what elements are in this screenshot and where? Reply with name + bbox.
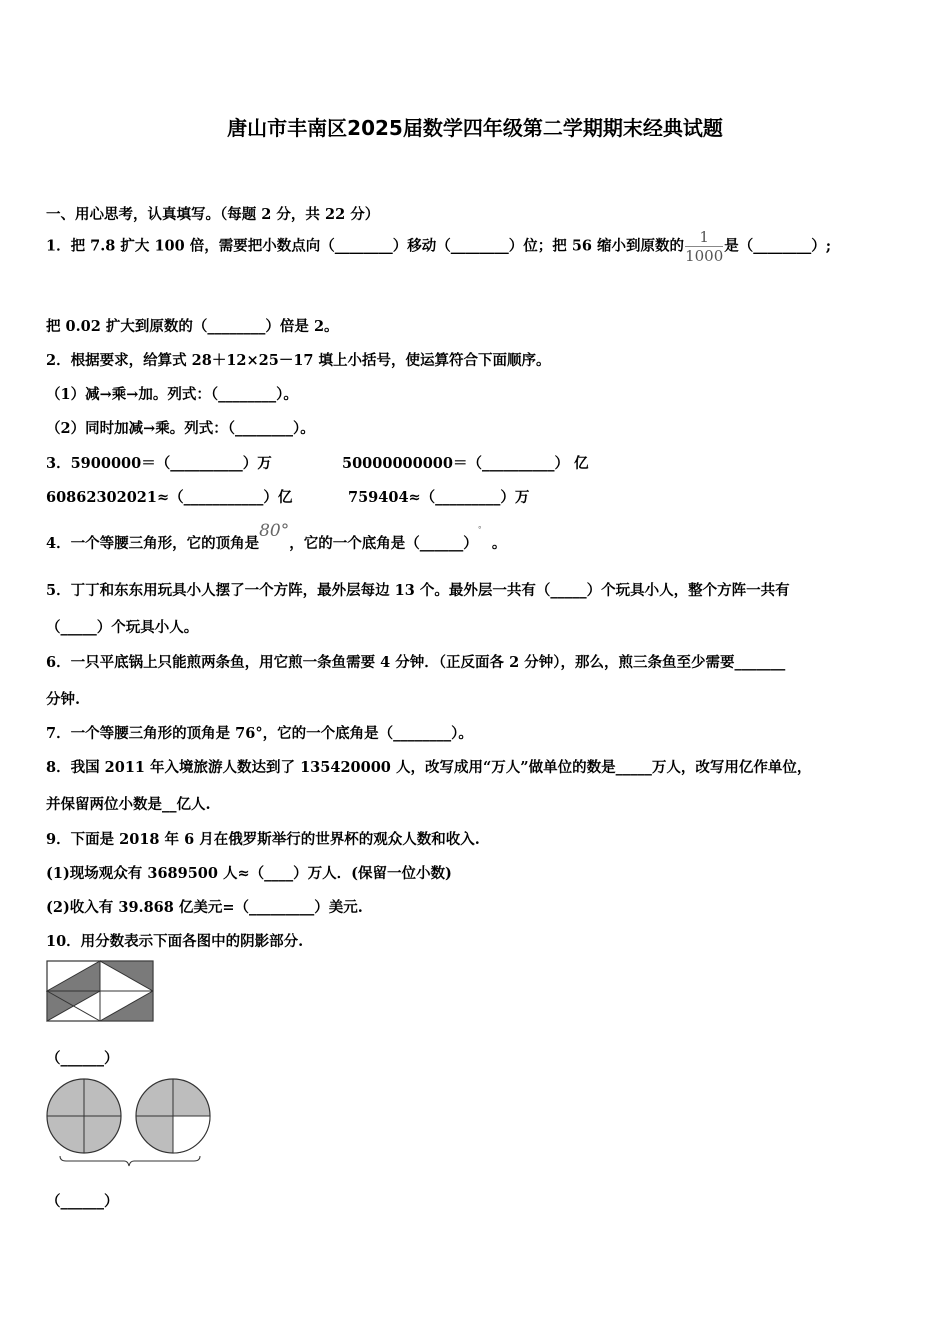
- brace: [60, 1156, 200, 1166]
- fraction-denominator: 1000: [685, 247, 724, 265]
- question-3a: 3．5900000＝（__________）万: [46, 455, 272, 472]
- q1-text-b: 是（________）;: [724, 237, 832, 255]
- question-10: 10．用分数表示下面各图中的阴影部分.: [46, 933, 304, 950]
- q4-text-b: ，它的一个底角是（______）: [289, 535, 478, 552]
- question-2: 2．根据要求，给算式 28＋12×25－17 填上小括号，使运算符合下面顺序。: [46, 352, 551, 369]
- fraction: [685, 228, 723, 265]
- rectangle-triangle-figure: [46, 960, 154, 1022]
- q2-sub2: （2）同时加减→乘。列式：（________）。: [46, 420, 315, 437]
- question-8: 8．我国 2011 年入境旅游人数达到了 135420000 人，改写成用“万人”做单位的数是_____万人，改写用亿作单位，: [46, 759, 812, 776]
- q2-sub1: （1）减→乘→加。列式：（________）。: [46, 386, 298, 403]
- question-3c: 60862302021≈（___________）亿: [46, 489, 293, 506]
- q1-text-a: 1．把 7.8 扩大 100 倍，需要把小数点向（________）移动（________）位；把 56 缩小到原数的: [46, 237, 685, 255]
- section-heading: 一、用心思考，认真填写。（每题 2 分，共 22 分）: [46, 206, 380, 223]
- q10-answer-2: （______）: [46, 1193, 119, 1210]
- question-3d: 759404≈（_________）万: [348, 489, 530, 506]
- q5-line2: （_____）个玩具小人。: [46, 619, 199, 636]
- degree-mark: °: [477, 525, 482, 534]
- circle-fraction-figure: [44, 1076, 216, 1168]
- angle-value: 80°: [259, 521, 290, 541]
- q9-sub1: (1)现场观众有 3689500 人≈（____）万人．(保留一位小数): [46, 865, 452, 882]
- question-4: [46, 521, 507, 553]
- question-1: [46, 228, 831, 265]
- fraction-numerator: 1: [685, 228, 723, 247]
- q4-text-a: 4．一个等腰三角形，它的顶角是: [46, 535, 260, 552]
- question-6: 6．一只平底锅上只能煎两条鱼，用它煎一条鱼需要 4 分钟．（正反面各 2 分钟），那么，煎三条鱼至少需要_______: [46, 654, 786, 671]
- page-title: 唐山市丰南区2025届数学四年级第二学期期末经典试题: [227, 116, 723, 140]
- question-3b: 50000000000＝（__________） 亿: [342, 455, 589, 472]
- question-9: 9．下面是 2018 年 6 月在俄罗斯举行的世界杯的观众人数和收入.: [46, 831, 480, 848]
- q6-line2: 分钟.: [46, 691, 81, 708]
- q4-text-c: 。: [491, 535, 507, 552]
- question-5: 5．丁丁和东东用玩具小人摆了一个方阵，最外层每边 13 个。最外层一共有（_____）个玩具小人，整个方阵一共有: [46, 582, 790, 599]
- q1-line2: 把 0.02 扩大到原数的（________）倍是 2。: [46, 318, 339, 335]
- q10-answer-1: （______）: [46, 1050, 119, 1067]
- q8-line2: 并保留两位小数是__亿人.: [46, 796, 211, 813]
- question-7: 7．一个等腰三角形的顶角是 76°，它的一个底角是（________）。: [46, 725, 473, 742]
- q9-sub2: (2)收入有 39.868 亿美元=（_________）美元.: [46, 899, 363, 916]
